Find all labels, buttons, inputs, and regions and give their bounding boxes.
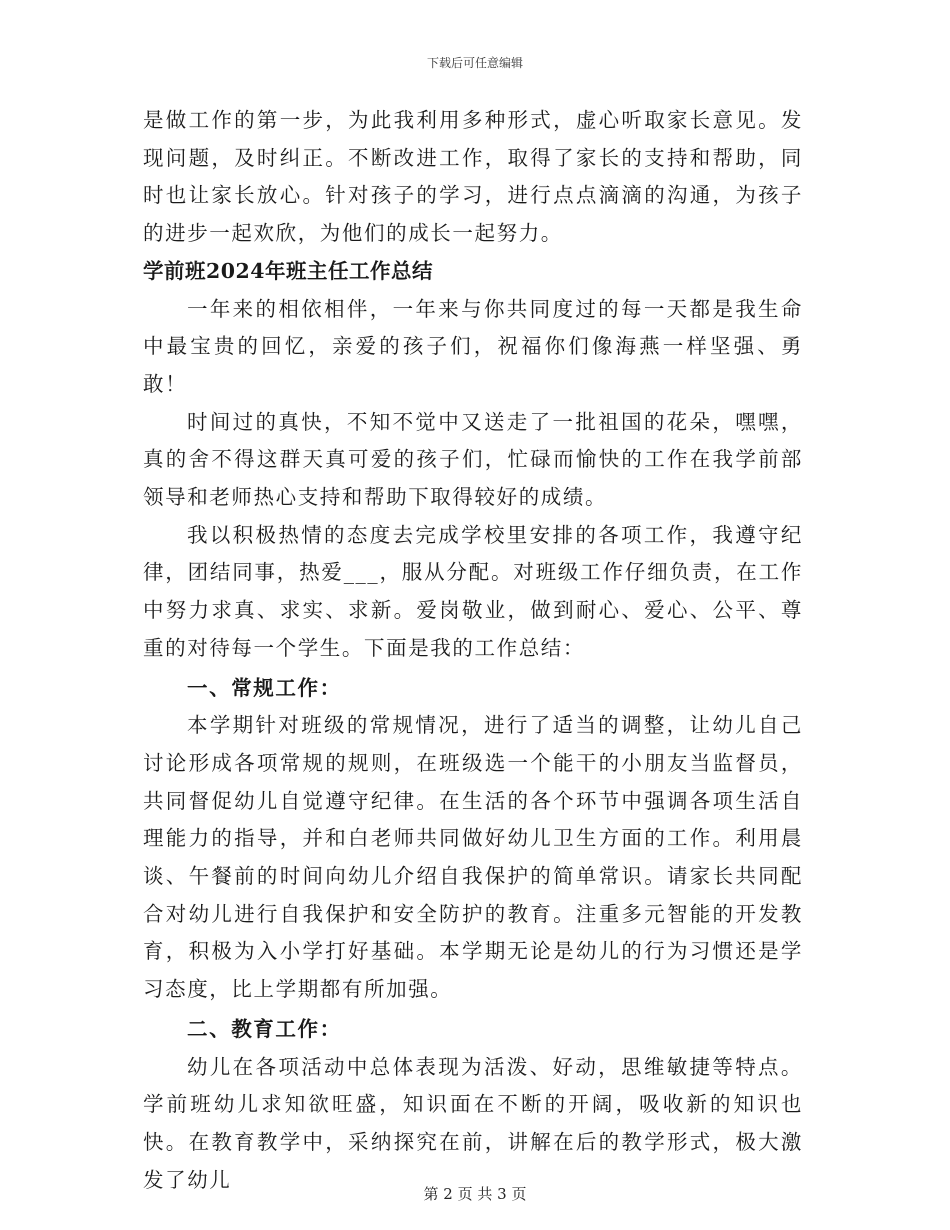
paragraph-continued: 是做工作的第一步，为此我利用多种形式，虚心听取家长意见。发现问题，及时纠正。不断改进工作，取得了家长的支持和帮助，同时也让家长放心。针对孩子的学习，进行点点滴滴的沟通，为孩子的进步一起欢欣，为他们的成长一起努力。 [143,108,803,246]
paragraph: 本学期针对班级的常规情况，进行了适当的调整，让幼儿自己讨论形成各项常规的规则，在班级选一个能干的小朋友当监督员，共同督促幼儿自觉遵守纪律。在生活的各个环节中强调各项生活自理能力的指导，并和白老师共同做好幼儿卫生方面的工作。利用晨谈、午餐前的时间向幼儿介绍自我保护的简单常识。请家长共同配合对幼儿进行自我保护和安全防护的教育。注重多元智能的开发教育，积极为入小学打好基础。本学期无论是幼儿的行为习惯还是学习态度，比上学期都有所加强。 [143,713,803,1002]
document-body [143,102,803,1199]
paragraph: 我以积极热情的态度去完成学校里安排的各项工作，我遵守纪律，团结同事，热爱___，服从分配。对班级工作仔细负责，在工作中努力求真、求实、求新。爱岗敬业，做到耐心、爱心、公平、尊重的对待每一个学生。下面是我的工作总结： [143,522,803,660]
page-footer: 第 2 页 共 3 页 [423,1185,527,1203]
page-header: 下载后可任意编辑 [426,56,523,70]
paragraph: 幼儿在各项活动中总体表现为活泼、好动，思维敏捷等特点。学前班幼儿求知欲旺盛，知识面在不断的开阔，吸收新的知识也快。在教育教学中，采纳探究在前，讲解在后的教学形式，极大激发了幼儿 [143,1054,803,1192]
paragraph: 一年来的相依相伴，一年来与你共同度过的每一天都是我生命中最宝贵的回忆，亲爱的孩子们，祝福你们像海燕一样坚强、勇敢！ [143,296,803,396]
section-heading-routine-work: 一、常规工作： [187,675,342,700]
section-heading-education-work: 二、教育工作： [187,1016,342,1041]
document-title: 学前班2024年班主任工作总结 [143,258,434,283]
paragraph: 时间过的真快，不知不觉中又送走了一批祖国的花朵，嘿嘿，真的舍不得这群天真可爱的孩子们，忙碌而愉快的工作在我学前部领导和老师热心支持和帮助下取得较好的成绩。 [143,409,803,510]
